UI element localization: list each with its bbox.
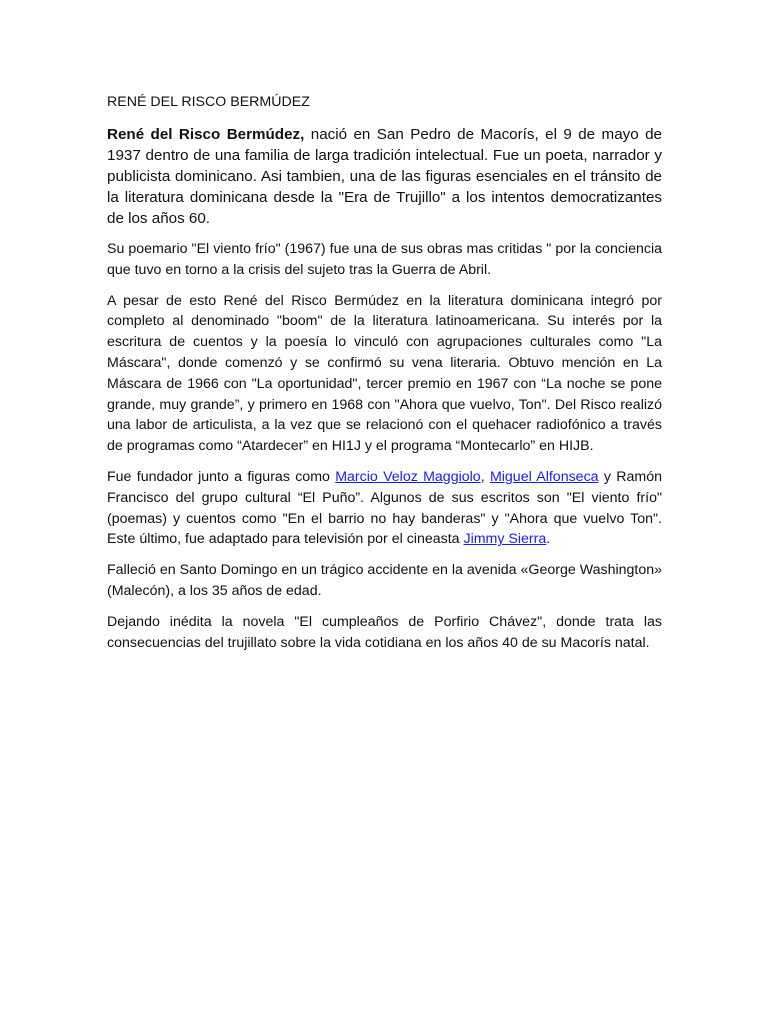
link-miguel-alfonseca[interactable]: Miguel Alfonseca <box>489 468 599 485</box>
paragraph-boom: A pesar de esto René del Risco Bermúdez en la literatura dominicana integró por completo al denominado "boom" de la literatura latinoamericana. Su interés por la escritura de cuentos y la poesía lo vinculó con agrupaciones culturales como "La Máscara", donde comenzó y se confirmó su vena literaria. Obtuvo mención en La Máscara de 1966 con "La oportunidad", tercer premio en 1967 con “La noche se pone grande, muy grande”, y primero en 1968 con "Ahora que vuelvo, Ton". Del Risco realizó una labor de articulista, a la vez que se relacionó con el quehacer radiofónico a través de programas como “Atardecer” en HI1J y el programa “Montecarlo” en HIJB. <box>107 292 662 455</box>
document-title: RENÉ DEL RISCO BERMÚDEZ <box>107 94 310 110</box>
founder-text-2: , <box>480 468 490 485</box>
paragraph-founder <box>107 467 662 550</box>
link-marcio-veloz-maggiolo[interactable]: Marcio Veloz Maggiolo <box>335 468 481 485</box>
paragraph-poemario: Su poemario "El viento frío" (1967) fue una de sus obras mas critidas " por la conciencia que tuvo en torno a la crisis del sujeto tras la Guerra de Abril. <box>107 241 662 278</box>
paragraph-death: Falleció en Santo Domingo en un trágico accidente en la avenida «George Washington» (Malecón), a los 35 años de edad. <box>107 562 662 599</box>
founder-text-4: . <box>546 531 551 548</box>
subject-name: René del Risco Bermúdez, <box>107 126 305 143</box>
document-page <box>107 92 662 663</box>
link-jimmy-sierra[interactable]: Jimmy Sierra <box>463 531 547 548</box>
paragraph-novel: Dejando inédita la novela "El cumpleaños de Porfirio Chávez", donde trata las consecuencias del trujillato sobre la vida cotidiana en los años 40 de su Macorís natal. <box>107 613 662 651</box>
founder-text-3: y Ramón Francisco del grupo cultural “El Puño”. Algunos de sus escritos son "El viento frío" (poemas) y cuentos como "En el barrio no hay banderas" y "Ahora que vuelvo Ton". Este último, fue adaptado para televisión por el cineasta <box>107 468 662 548</box>
paragraph-intro-text: nació en San Pedro de Macorís, el 9 de mayo de 1937 dentro de una familia de larga tradición intelectual. Fue un poeta, narrador y publicista dominicano. Asi tambien, una de las figuras esenciales en el tránsito de la literatura dominicana desde la "Era de Trujillo" a los intentos democratizantes de los años 60. <box>107 126 662 227</box>
paragraph-intro <box>107 124 662 229</box>
founder-text-1: Fue fundador junto a figuras como <box>107 468 336 485</box>
